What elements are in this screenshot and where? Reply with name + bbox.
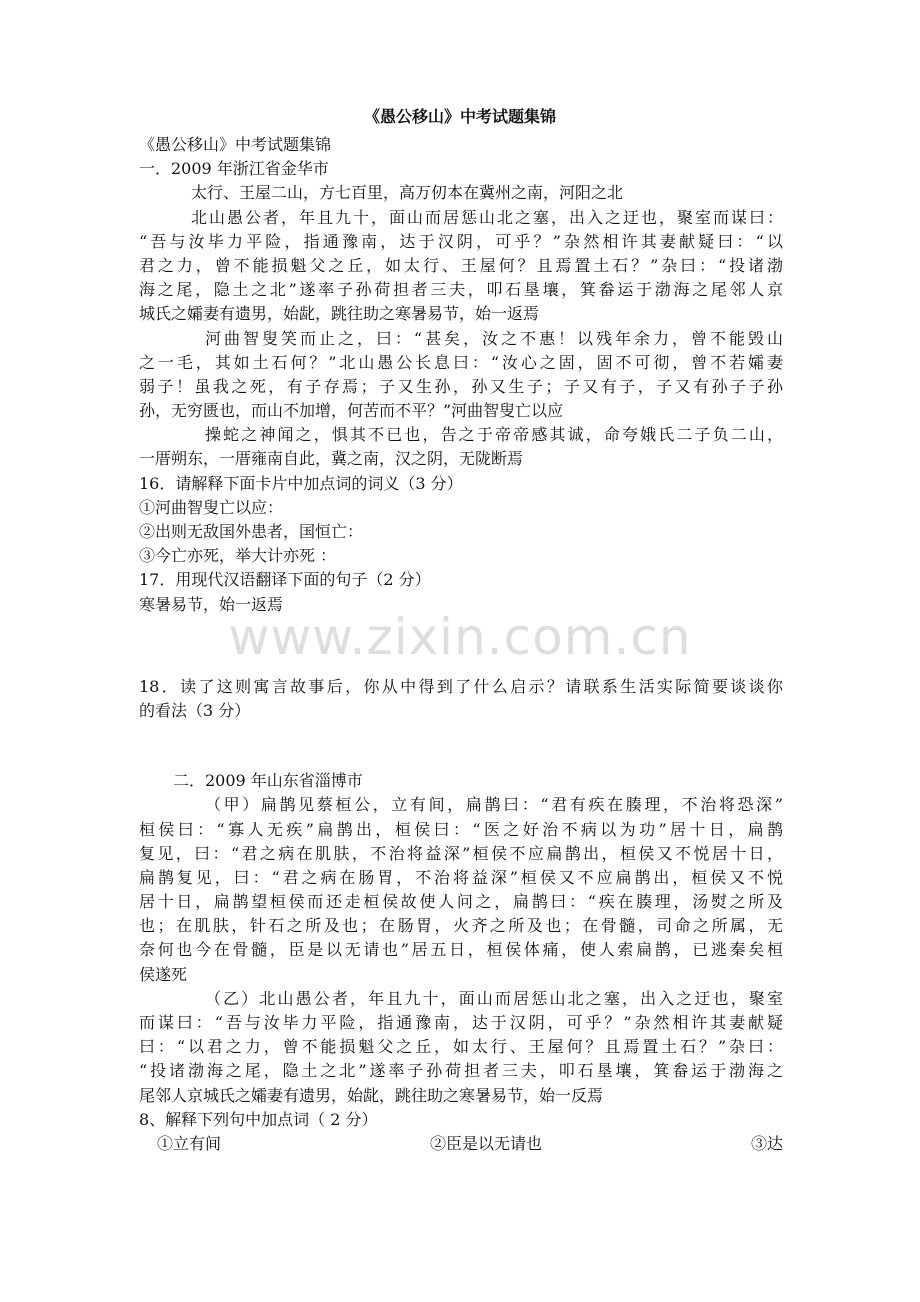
question-item: ②出则无敌国外患者，国恒亡： (139, 522, 364, 541)
paragraph-line: 北山愚公者，年且九十，面山而居惩山北之塞，出入之迂也，聚室而谋曰： (191, 207, 783, 227)
passage-jia (139, 793, 783, 987)
page-title: 《愚公移山》中考试题集锦 (363, 107, 556, 126)
question-options (139, 1132, 783, 1156)
paragraph-line: 操蛇之神闻之，惧其不已也，告之于帝帝感其诚，命夸娥氏二子负二山， (205, 425, 783, 445)
paragraph-line: 居十日，扁鹊望桓侯而还走桓侯故使人问之，扁鹊曰：“疾在腠理，汤熨之所及 (139, 892, 783, 912)
question-item: ③今亡亦死，举大计亦死 ： (139, 546, 337, 566)
paragraph-line: “吾与汝毕力平险，指通豫南，达于汉阴，可乎？”杂然相许其妻献疑曰：“以 (139, 231, 783, 251)
paragraph-line: 河曲智叟笑而止之，曰：“甚矣，汝之不惠！以残年余力，曾不能毁山 (205, 328, 783, 348)
watermark: www.zixin.com.cn (228, 608, 692, 666)
paragraph-line: 复见，曰：“君之病在肌肤，不治将益深”桓侯不应扁鹊出，桓侯又不悦居十日， (139, 843, 783, 863)
paragraph-line: （甲）扁鹊见蔡桓公，立有间，扁鹊曰：“君有疾在腠理，不治将恐深” (205, 795, 783, 815)
answer-space (139, 617, 783, 675)
question-option: ③达 (750, 1133, 783, 1153)
answer-space (139, 723, 783, 769)
subtitle: 《愚公移山》中考试题集锦 (139, 135, 332, 154)
paragraph-line: 的看法（3 分） (139, 700, 251, 720)
paragraph-line: 桓侯曰：“寡人无疾”扁鹊出，桓侯曰：“医之好治不病以为功”居十日，扁鹊 (139, 819, 783, 839)
paragraph-line: 扁鹊复见，曰：“君之病在肠胃，不治将益深”桓侯又不应扁鹊出，桓侯又不悦 (139, 867, 783, 887)
paragraph-line: 孙，无穷匮也，而山不加增，何苦而不平？”河曲智叟亡以应 (139, 401, 564, 421)
section-heading: 一．2009 年浙江省金华市 (139, 159, 329, 179)
question-18 (139, 675, 783, 723)
passage-paragraph (139, 423, 783, 471)
passage-paragraph (139, 206, 783, 327)
paragraph-line: 侯遂死 (139, 964, 188, 984)
question-option: ①立有间 (157, 1133, 222, 1153)
paragraph-line: 奈何也今在骨髓，臣是以无请也”居五日，桓侯体痛，使人索扁鹊，已逃秦矣桓 (139, 940, 783, 960)
paragraph-line: 城氏之孀妻有遗男，始龀，跳往助之寒暑易节，始一返焉 (139, 304, 540, 324)
question-option: ②臣是以无请也 (429, 1133, 542, 1153)
paragraph-line: 曰：“以君之力，曾不能损魁父之丘，如太行、王屋何？且焉置土石？”杂曰： (139, 1037, 783, 1057)
paragraph-line: （乙）北山愚公者，年且九十，面山而居惩山北之塞，出入之迂也，聚室 (205, 988, 783, 1008)
paragraph-line: 太行、王屋二山，方七百里，高万仞本在冀州之南，河阳之北 (191, 183, 624, 203)
paragraph-line: 君之力，曾不能损魁父之丘，如太行、王屋何？且焉置土石？”杂曰：“投诸渤 (139, 255, 783, 275)
paragraph-line: 之一毛，其如土石何？”北山愚公长息曰：“汝心之固，固不可彻，曾不若孀妻 (139, 352, 783, 372)
paragraph-line: 而谋曰：“吾与汝毕力平险，指通豫南，达于汉阴，可乎？”杂然相许其妻献疑 (139, 1013, 783, 1032)
question-item: ①河曲智叟亡以应： (139, 497, 284, 517)
passage-yi (139, 987, 783, 1108)
paragraph-line: 18．读了这则寓言故事后，你从中得到了什么启示？请联系生活实际简要谈谈你 (139, 676, 783, 696)
question-sentence: 寒暑易节，始一返焉 (139, 594, 284, 614)
paragraph-line: 尾邻人京城氏之孀妻有遗男，始龀，跳往助之寒暑易节，始一反焉 (139, 1085, 604, 1105)
paragraph-line: 也；在肌肤，针石之所及也；在肠胃，火齐之所及也；在骨髓，司命之所属，无 (139, 916, 783, 936)
question-16: 16．请解释下面卡片中加点词的词义（3 分） (139, 473, 463, 493)
document-body (139, 133, 783, 1156)
paragraph-line: 一厝朔东，一厝雍南自此，冀之南，汉之阴，无陇断焉 (139, 449, 524, 469)
question-17: 17．用现代汉语翻译下面的句子（2 分） (139, 570, 431, 590)
paragraph-line: 弱子！虽我之死，有子存焉；子又生孙，孙又生子；子又有子，子又有孙子子孙 (139, 376, 783, 396)
paragraph-line: “投诸渤海之尾，隐土之北”遂率子孙荷担者三夫，叩石垦壤，箕畚运于渤海之 (139, 1061, 783, 1081)
question-8: 8、解释下列句中加点词（ 2 分） (139, 1109, 378, 1129)
paragraph-line: 海之尾，隐土之北”遂率子孙荷担者三夫，叩石垦壤，箕畚运于渤海之尾邻人京 (139, 280, 783, 300)
passage-paragraph (139, 327, 783, 424)
section-heading: 二．2009 年山东省淄博市 (173, 771, 363, 791)
